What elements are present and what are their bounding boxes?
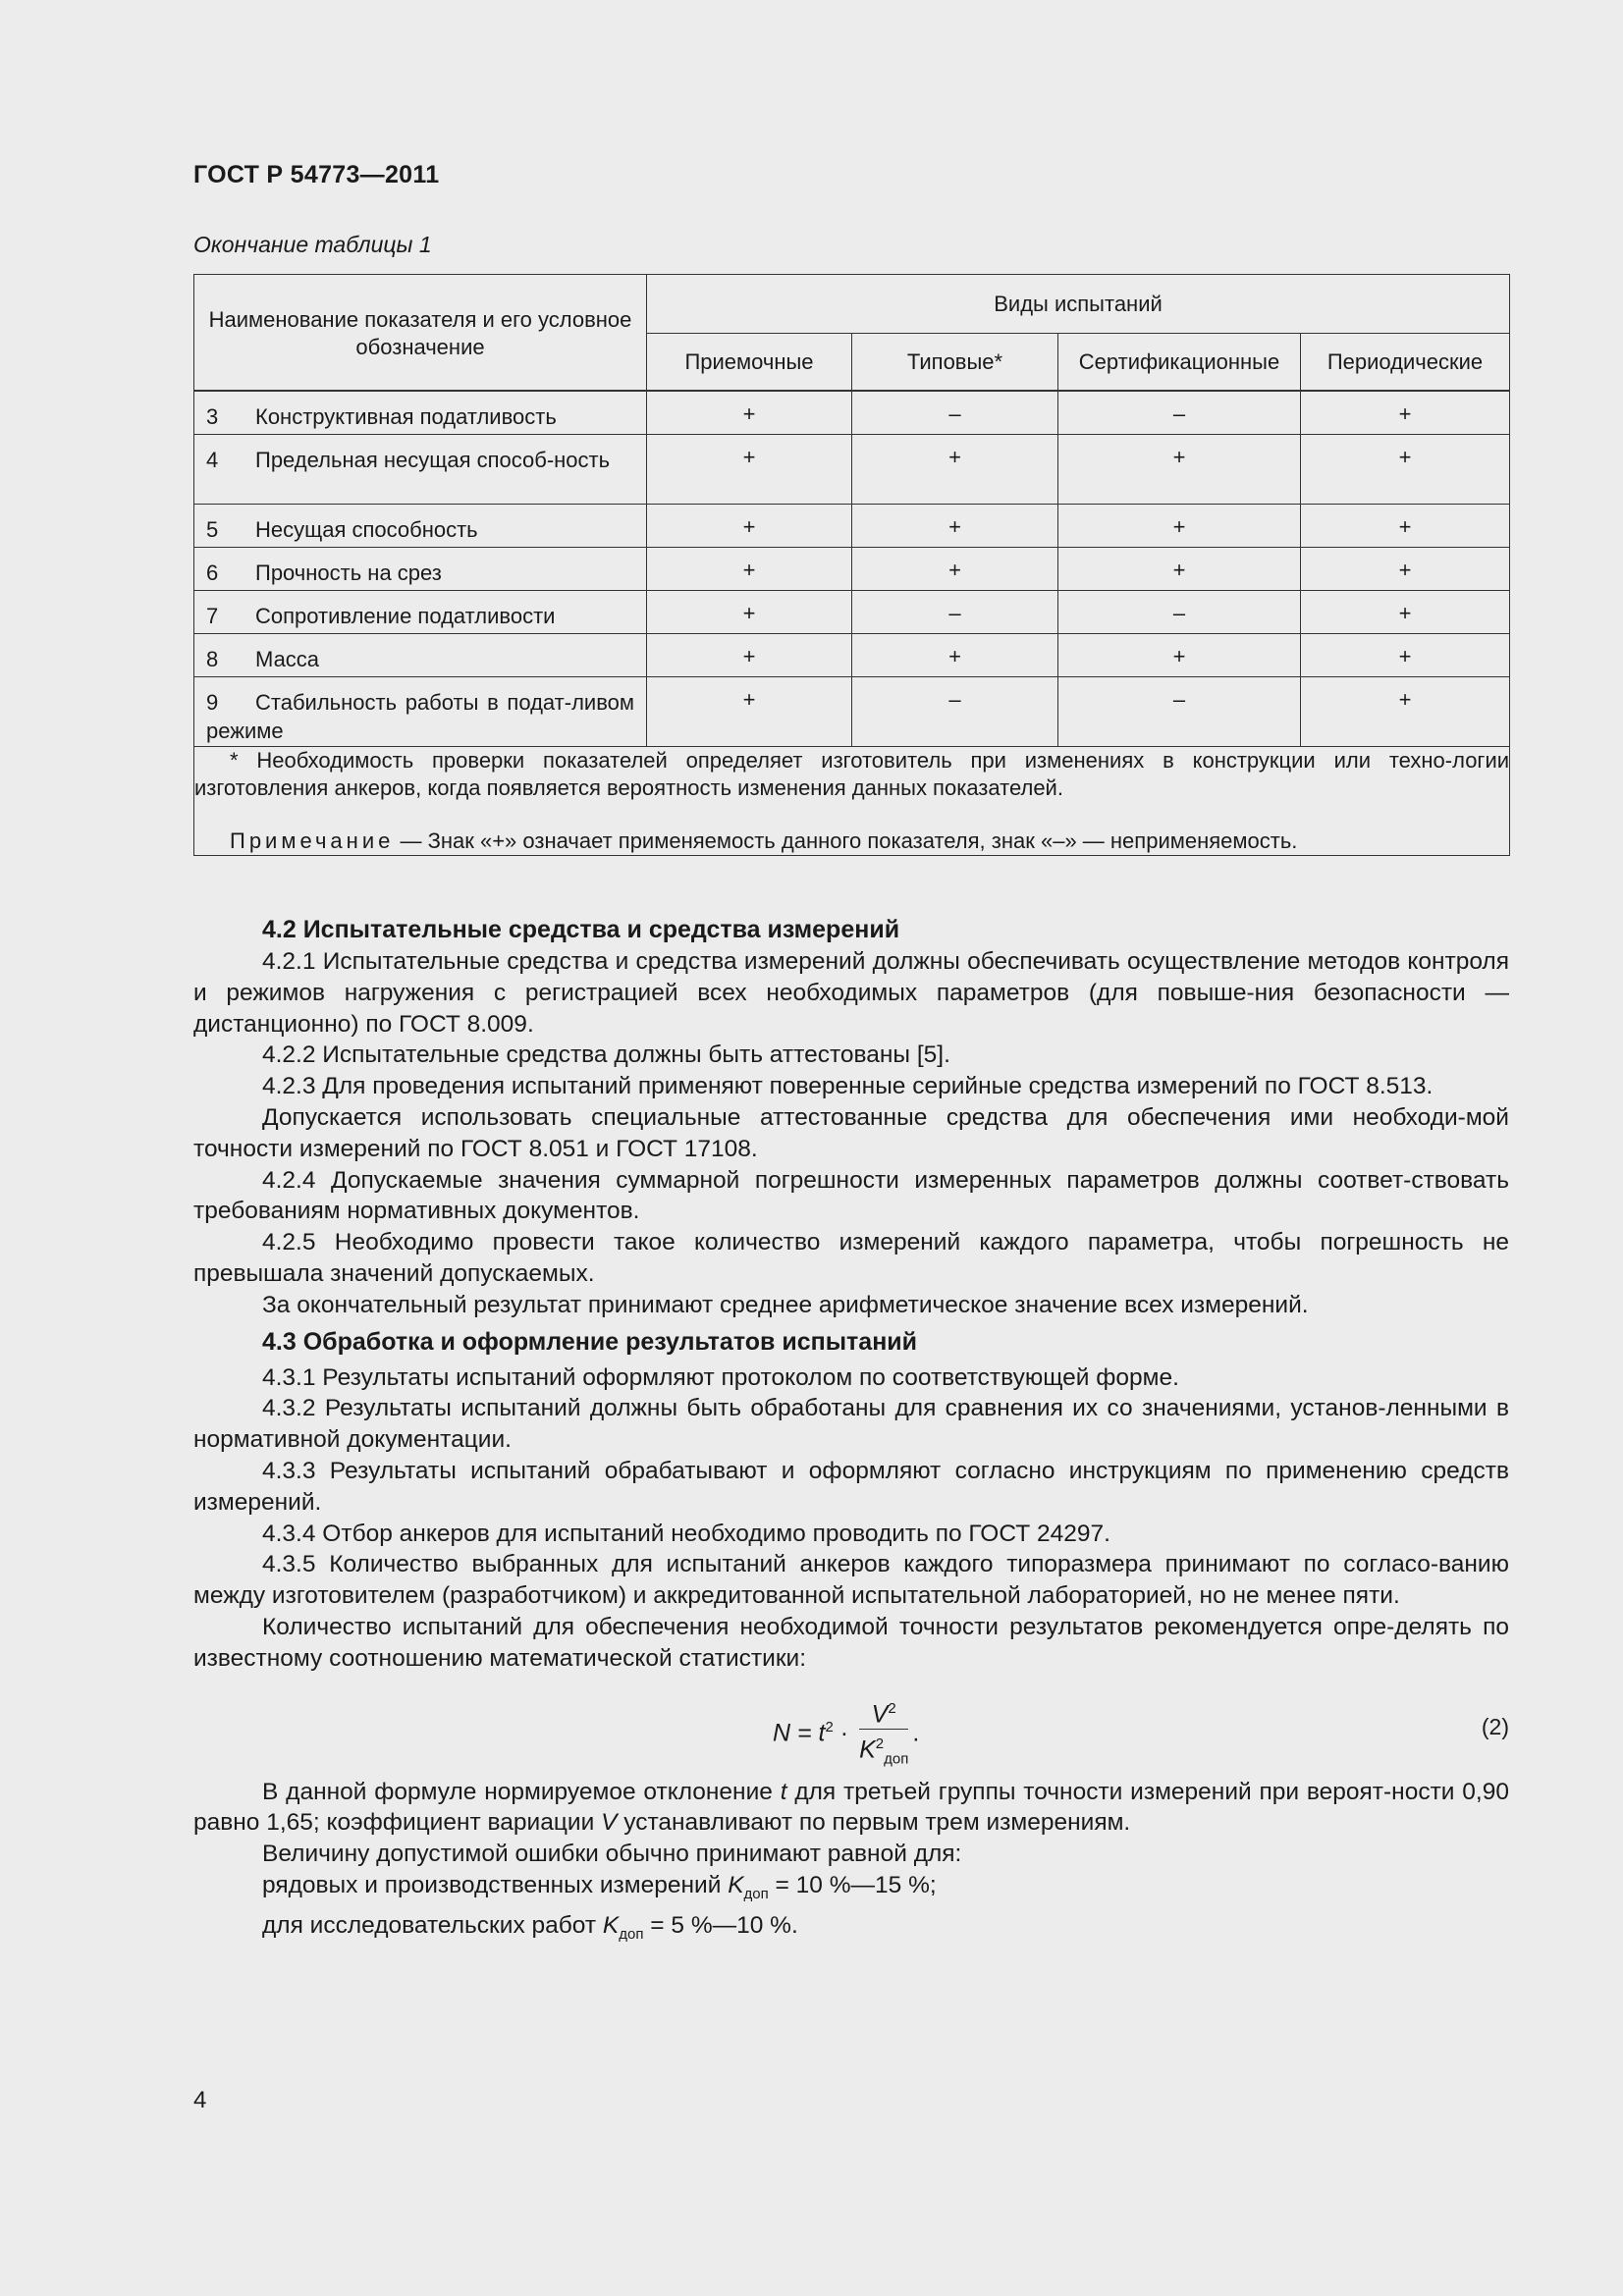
page-number: 4 bbox=[193, 2087, 207, 2113]
paragraph: 4.2.3 Для проведения испытаний применяют поверенные серийные средства измерений по ГОСТ 8.513. bbox=[262, 1073, 1434, 1100]
section-heading: 4.2 Испытательные средства и средства измерений bbox=[262, 916, 900, 943]
sub-header: Сертификационные bbox=[1058, 334, 1301, 391]
requirements-table bbox=[193, 274, 1510, 856]
paragraph: За окончательный результат принимают среднее арифметическое значение всех измерений. bbox=[262, 1291, 1309, 1318]
sub-header: Периодические bbox=[1301, 334, 1510, 391]
table-caption: Окончание таблицы 1 bbox=[193, 232, 432, 257]
col-name-header: Наименование показателя и его условное обозначение bbox=[194, 275, 647, 391]
table-row: 6 Прочность на срез + + + + bbox=[194, 548, 1510, 591]
table-footnotes bbox=[194, 747, 1510, 856]
sub-header: Типовые* bbox=[852, 334, 1058, 391]
table-row: 7 Сопротивление податливости + – – + bbox=[194, 591, 1510, 634]
paragraph: Допускается использовать специальные аттестованные средства для обеспечения ими необходи-мой точности измерений по ГОСТ 8.051 и ГОСТ 17108. bbox=[193, 1103, 1509, 1162]
paragraph: 4.3.2 Результаты испытаний должны быть обработаны для сравнения их со значениями, установ-ленными в нормативной документации. bbox=[193, 1395, 1509, 1454]
paragraph: 4.3.1 Результаты испытаний оформляют протоколом по соответствующей форме. bbox=[262, 1363, 1179, 1391]
table-row: 3 Конструктивная податливость + – – + bbox=[194, 392, 1510, 435]
table-row: 8 Масса + + + + bbox=[194, 634, 1510, 677]
table-note: Примечание — Знак «+» означает применяемость данного показателя, знак «–» — неприменяемость. bbox=[230, 828, 1298, 853]
sub-header: Приемочные bbox=[647, 334, 852, 391]
paragraph: 4.2.5 Необходимо провести такое количество измерений каждого параметра, чтобы погрешность не превышала значений допускаемых. bbox=[193, 1229, 1509, 1287]
formula-fraction: $\frac{V^2}{K^2_{доп}}$ bbox=[859, 1694, 908, 1775]
paragraph: 4.3.4 Отбор анкеров для испытаний необходимо проводить по ГОСТ 24297. bbox=[262, 1520, 1110, 1547]
paragraph: Величину допустимой ошибки обычно принимают равной для: bbox=[262, 1841, 962, 1868]
table-row: 5 Несущая способность + + + + bbox=[194, 505, 1510, 548]
paragraph: рядовых и производственных измерений $K_{доп} = 10$ %—15 %; bbox=[262, 1871, 937, 1902]
section-heading: 4.3 Обработка и оформление результатов испытаний bbox=[262, 1327, 918, 1356]
paragraph: для исследовательских работ $K_{доп} = 5$ %—10 %. bbox=[262, 1911, 798, 1943]
table-row: 4 Предельная несущая способ-ность + + + + bbox=[194, 435, 1510, 505]
standard-header: ГОСТ Р 54773—2011 bbox=[193, 161, 440, 188]
paragraph: В данной формуле нормируемое отклонение t для третьей группы точности измерений при вероят-ности 0,90 равно 1,65; коэффициент вариации V устанавливают по первым трем измерениям. bbox=[193, 1778, 1509, 1837]
formula-number: (2) bbox=[1481, 1713, 1509, 1739]
footnote: * Необходимость проверки показателей определяет изготовитель при изменениях в конструкции или техно-логии изготовления анкеров, когда появляется вероятность изменения данных показателей. bbox=[194, 748, 1510, 800]
paragraph: 4.3.5 Количество выбранных для испытаний анкеров каждого типоразмера принимают по согласо-ванию между изготовителем (разработчиком) и аккредитованной испытательной лабораторией, но не менее пяти. bbox=[193, 1551, 1509, 1610]
paragraph: 4.3.3 Результаты испытаний обрабатывают и оформляют согласно инструкциям по применению средств измерений. bbox=[193, 1457, 1509, 1516]
group-header: Виды испытаний bbox=[647, 275, 1510, 334]
paragraph: 4.2.4 Допускаемые значения суммарной погрешности измеренных параметров должны соответ-ствовать требованиям нормативных документов. bbox=[193, 1166, 1509, 1225]
paragraph: Количество испытаний для обеспечения необходимой точности результатов рекомендуется опре-делять по известному соотношению математической статистики: bbox=[193, 1613, 1509, 1672]
paragraph: 4.2.2 Испытательные средства должны быть аттестованы [5]. bbox=[262, 1041, 950, 1069]
formula-2: $N = t^2$ · $\frac{V^2}{K^2_{доп}}$ . (2) bbox=[193, 1688, 1509, 1765]
paragraph: 4.2.1 Испытательные средства и средства измерений должны обеспечивать осуществление методов контроля и режимов нагружения с регистрацией всех необходимых параметров (для повыше-ния безопасности — дистанционно) по ГОСТ 8.009. bbox=[193, 948, 1509, 1038]
document-body bbox=[193, 913, 1509, 1949]
table-row: 9 Стабильность работы в подат-ливом режиме + – – + bbox=[194, 677, 1510, 747]
